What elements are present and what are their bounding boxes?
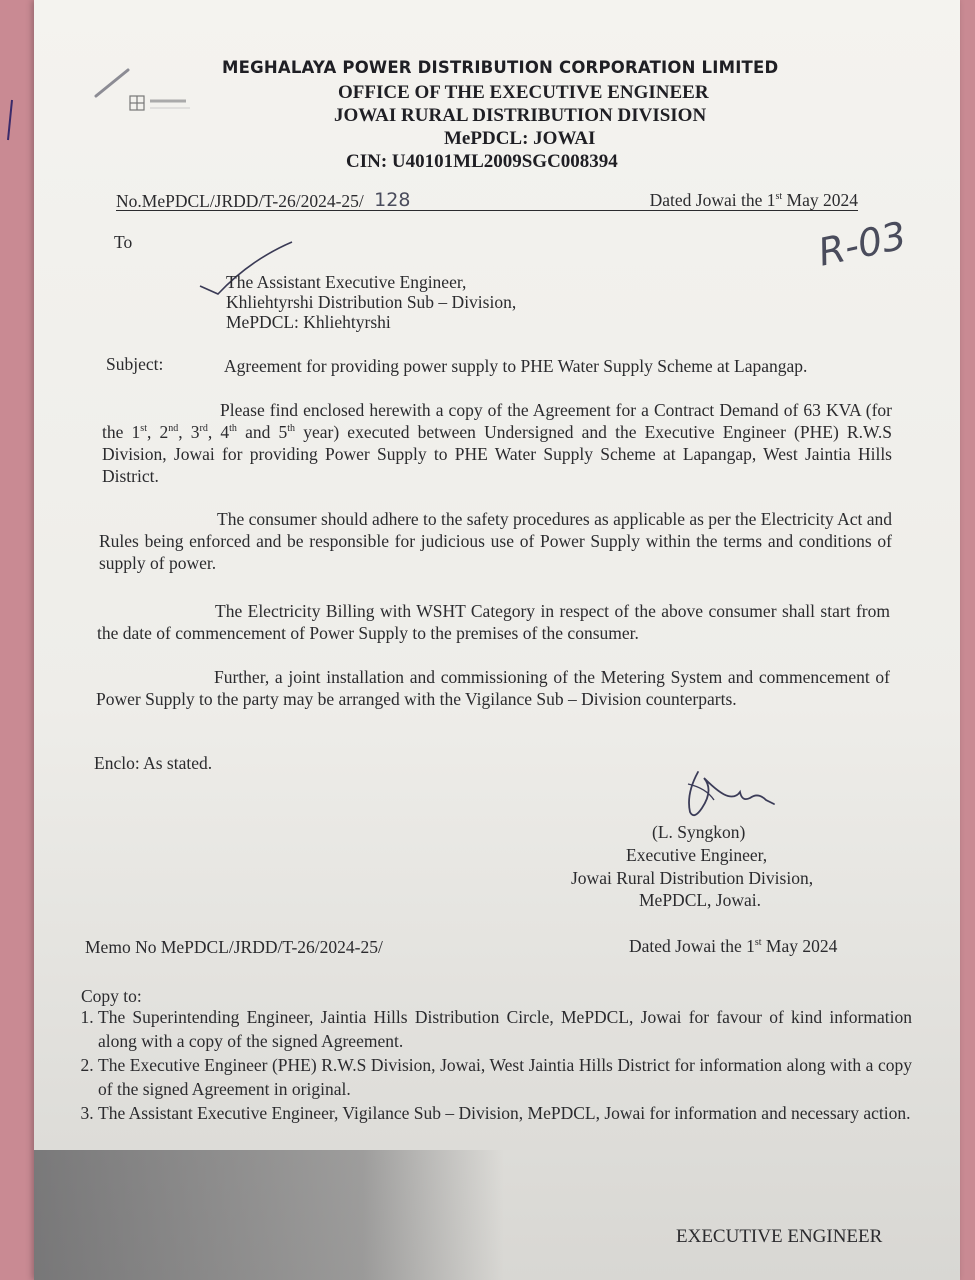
copy-to-item-1: 1. The Superintending Engineer, Jaintia Hills Distribution Circle, MePDCL, Jowai for favour of kind information along with a copy of the signed Agreement. <box>98 1005 912 1053</box>
copy-to-list <box>72 1005 912 1125</box>
reference-date: Dated Jowai the 1st May 2024 <box>649 190 858 210</box>
company-name: MEGHALAYA POWER DISTRIBUTION CORPORATION LIMITED <box>222 58 779 77</box>
footer-title: EXECUTIVE ENGINEER <box>676 1226 883 1247</box>
photo-shadow <box>34 1150 504 1280</box>
subject-text: Agreement for providing power supply to PHE Water Supply Scheme at Lapangap. <box>224 356 808 376</box>
cin-number: CIN: U40101ML2009SGC008394 <box>346 151 618 172</box>
signatory-org: MePDCL, Jowai. <box>639 890 762 910</box>
memo-number: Memo No MePDCL/JRDD/T-26/2024-25/ <box>85 937 383 957</box>
signatory-division: Jowai Rural Distribution Division, <box>571 868 814 888</box>
memo-date: Dated Jowai the 1st May 2024 <box>629 936 838 956</box>
copy-to-item-2: 2. The Executive Engineer (PHE) R.W.S Division, Jowai, West Jaintia Hills District for information along with a copy of the signed Agreement in original. <box>98 1053 912 1101</box>
signatory-title: Executive Engineer, <box>626 845 768 865</box>
signatory-name: (L. Syngkon) <box>652 822 746 842</box>
company-logo <box>130 96 190 110</box>
recipient-line-2: Khliehtyrshi Distribution Sub – Division, <box>226 292 517 312</box>
enclosure-note: Enclo: As stated. <box>94 753 213 773</box>
office-name: OFFICE OF THE EXECUTIVE ENGINEER <box>338 82 709 103</box>
copy-to-label: Copy to: <box>81 986 142 1006</box>
handwritten-number: 128 <box>374 189 411 211</box>
to-label: To <box>114 232 133 252</box>
pen-stroke-mark <box>96 70 128 96</box>
body-paragraph-2: The consumer should adhere to the safety procedures as applicable as per the Electricity Act and Rules being enforced and be responsible for judicious use of Power Supply within the terms and conditions of supply of power. <box>99 509 892 573</box>
recipient-line-3: MePDCL: Khliehtyrshi <box>226 312 391 332</box>
recipient-line-1: The Assistant Executive Engineer, <box>226 272 467 292</box>
margin-note: R-03 <box>814 213 911 275</box>
reference-number: No.MePDCL/JRDD/T-26/2024-25/ <box>116 191 364 211</box>
unit-name: MePDCL: JOWAI <box>444 128 596 149</box>
body-paragraph-3: The Electricity Billing with WSHT Category in respect of the above consumer shall start from the date of commencement of Power Supply to the premises of the consumer. <box>97 601 890 643</box>
body-paragraph-1: Please find enclosed herewith a copy of the Agreement for a Contract Demand of 63 KVA (for the 1st, 2nd, 3rd, 4th and 5th year) executed between Undersigned and the Executive Engineer (PHE) R.W.S Division, Jowai for providing Power Supply to PHE Water Supply Scheme at Lapangap, West Jaintia Hills District. <box>102 400 892 486</box>
subject-label: Subject: <box>106 354 164 374</box>
margin-ink-mark <box>8 100 12 140</box>
copy-to-item-3: 3. The Assistant Executive Engineer, Vigilance Sub – Division, MePDCL, Jowai for information and necessary action. <box>98 1101 912 1125</box>
body-paragraph-4: Further, a joint installation and commissioning of the Metering System and commencement of Power Supply to the party may be arranged with the Vigilance Sub – Division counterparts. <box>96 667 890 709</box>
reference-line <box>116 190 858 211</box>
signature-mark <box>680 764 780 822</box>
division-name: JOWAI RURAL DISTRIBUTION DIVISION <box>334 105 707 126</box>
